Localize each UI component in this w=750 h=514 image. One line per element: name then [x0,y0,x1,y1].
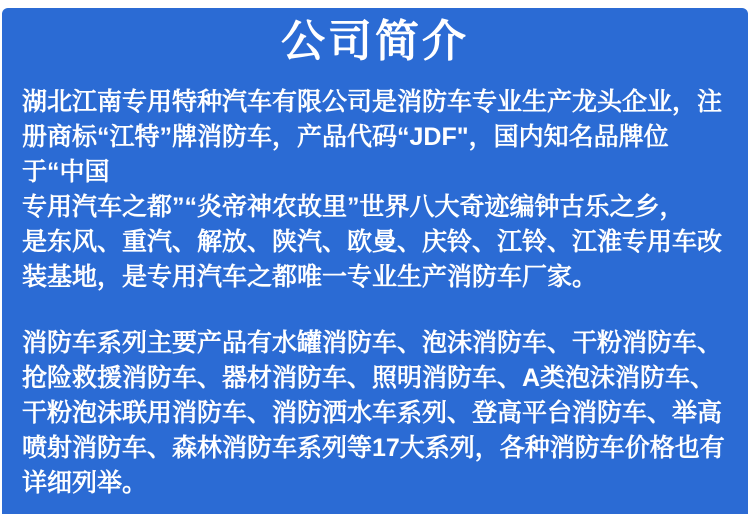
company-intro-panel [2,8,748,514]
paragraph-line: 装基地，是专用汽车之都唯一专业生产消防车厂家。 [22,263,598,291]
paragraph-line: 册商标“江特”牌消防车，产品代码“JDF"，国内知名品牌位 [22,123,669,151]
paragraph-line: 是东风、重汽、解放、陕汽、欧曼、庆铃、江铃、江淮专用车改 [22,228,723,256]
paragraph-line: 抢险救援消防车、器材消防车、照明消防车、A类泡沫消防车、 [22,364,716,392]
paragraph-line: 消防车系列主要产品有水罐消防车、泡沫消防车、干粉消防车、 [22,329,723,357]
paragraph-line: 干粉泡沫联用消防车、消防洒水车系列、登高平台消防车、举高 [22,399,723,427]
paragraph-line: 喷射消防车、森林消防车系列等17大系列，各种消防车价格也有 [22,434,725,462]
paragraph-line: 专用汽车之都”“炎帝神农故里”世界八大奇迹编钟古乐之乡， [22,193,685,221]
intro-paragraph-company [22,85,732,295]
intro-paragraph-products [22,326,732,501]
page-title: 公司简介 [281,17,469,66]
paragraph-line: 详细列举。 [22,469,148,497]
paragraph-line: 于“中国 [22,158,110,186]
company-intro-content [2,85,748,501]
paragraph-line: 湖北江南专用特种汽车有限公司是消防车专业生产龙头企业，注 [22,88,723,116]
